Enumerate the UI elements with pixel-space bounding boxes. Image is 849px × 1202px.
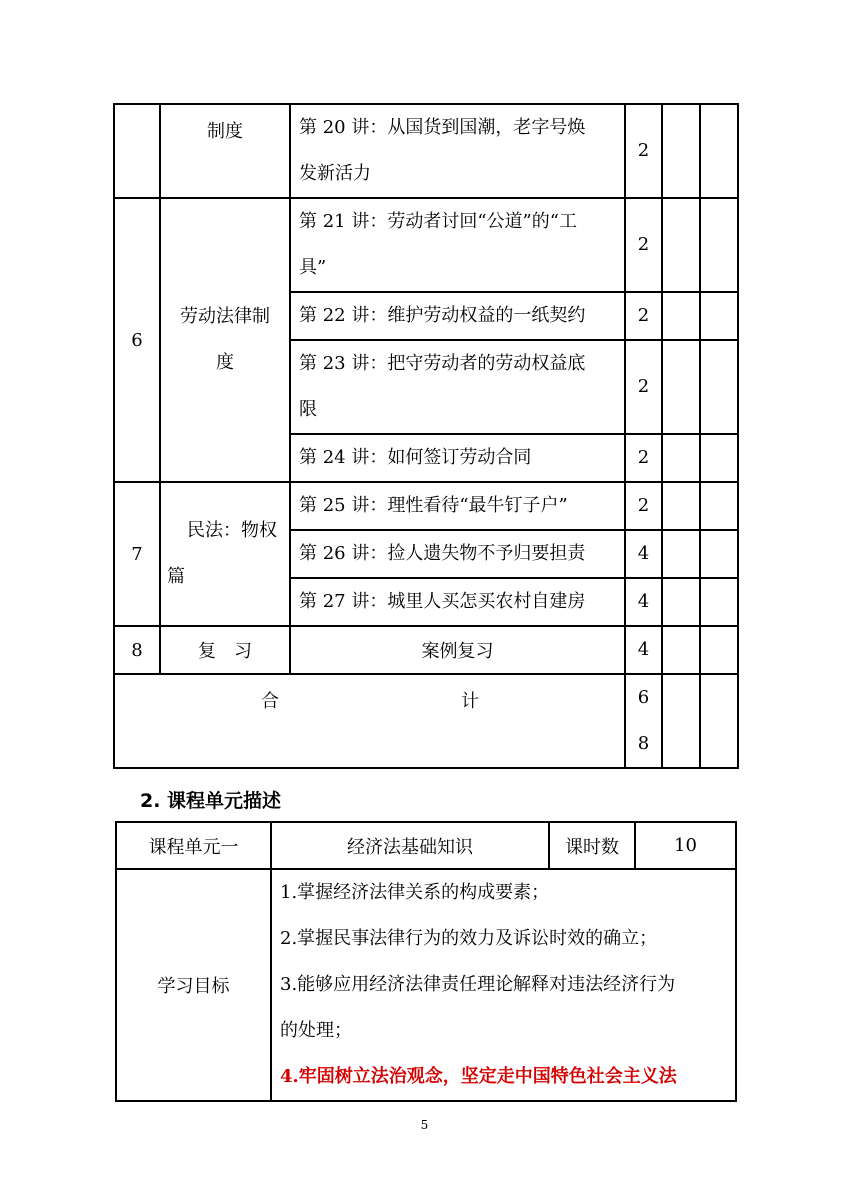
table-row bbox=[114, 104, 738, 198]
blank-cell bbox=[662, 104, 700, 198]
number-cell bbox=[114, 104, 160, 198]
hours-label-cell: 课时数 bbox=[549, 822, 635, 869]
lecture-cell: 第 27 讲：城里人买怎买农村自建房 bbox=[290, 578, 625, 626]
total-label-cell bbox=[114, 674, 625, 768]
blank-cell bbox=[700, 104, 738, 198]
hours-cell: 2 bbox=[625, 482, 662, 530]
blank-cell bbox=[662, 482, 700, 530]
hours-cell: 4 bbox=[625, 626, 662, 674]
number-cell: 8 bbox=[114, 626, 160, 674]
table-row bbox=[116, 869, 736, 1101]
hours-cell: 2 bbox=[625, 292, 662, 340]
number-cell: 6 bbox=[114, 198, 160, 482]
table-row bbox=[116, 822, 736, 869]
blank-cell bbox=[662, 578, 700, 626]
total-hours-cell: 6 8 bbox=[625, 674, 662, 768]
lecture-cell: 第 23 讲：把守劳动者的劳动权益底 限 bbox=[290, 340, 625, 434]
blank-cell bbox=[700, 434, 738, 482]
category-cell: 复 习 bbox=[160, 626, 290, 674]
table-row bbox=[114, 482, 738, 530]
blank-cell bbox=[662, 198, 700, 292]
total-label-right: 计 bbox=[461, 691, 479, 712]
blank-cell bbox=[700, 292, 738, 340]
lecture-cell: 第 26 讲：捡人遗失物不予归要担责 bbox=[290, 530, 625, 578]
hours-cell: 2 bbox=[625, 434, 662, 482]
section-title: 2. 课程单元描述 bbox=[140, 790, 282, 812]
blank-cell bbox=[700, 340, 738, 434]
course-schedule-table bbox=[113, 103, 739, 769]
hours-cell: 4 bbox=[625, 530, 662, 578]
table-row bbox=[114, 198, 738, 292]
table-row bbox=[114, 626, 738, 674]
lecture-cell: 案例复习 bbox=[290, 626, 625, 674]
unit-label-cell: 课程单元一 bbox=[116, 822, 271, 869]
blank-cell bbox=[700, 578, 738, 626]
blank-cell bbox=[700, 198, 738, 292]
objective-item: 2.掌握民事法律行为的效力及诉讼时效的确立； bbox=[280, 928, 658, 949]
unit-description-table bbox=[115, 821, 737, 1102]
total-row bbox=[114, 674, 738, 768]
lecture-cell: 第 24 讲：如何签订劳动合同 bbox=[290, 434, 625, 482]
lecture-cell: 第 20 讲：从国货到国潮，老字号焕 发新活力 bbox=[290, 104, 625, 198]
objective-item: 的处理； bbox=[280, 1020, 352, 1041]
hours-cell: 2 bbox=[625, 198, 662, 292]
blank-cell bbox=[700, 482, 738, 530]
lecture-cell: 第 21 讲：劳动者讨回“公道”的“工 具” bbox=[290, 198, 625, 292]
page-number: 5 bbox=[420, 1118, 429, 1132]
lecture-cell: 第 25 讲：理性看待“最牛钉子户” bbox=[290, 482, 625, 530]
category-cell: 民法：物权 篇 bbox=[160, 482, 290, 626]
hours-cell: 2 bbox=[625, 340, 662, 434]
objective-item: 1.掌握经济法律关系的构成要素； bbox=[280, 882, 550, 903]
blank-cell bbox=[700, 626, 738, 674]
objective-item-highlight: 4.牢固树立法治观念，坚定走中国特色社会主义法 bbox=[280, 1066, 677, 1087]
blank-cell bbox=[662, 292, 700, 340]
blank-cell bbox=[700, 530, 738, 578]
number-cell: 7 bbox=[114, 482, 160, 626]
total-label-left: 合 bbox=[261, 691, 279, 712]
hours-cell: 4 bbox=[625, 578, 662, 626]
blank-cell bbox=[662, 530, 700, 578]
hours-value-cell: 10 bbox=[635, 822, 736, 869]
objectives-label-cell: 学习目标 bbox=[116, 869, 271, 1101]
blank-cell bbox=[700, 674, 738, 768]
hours-cell: 2 bbox=[625, 104, 662, 198]
objectives-cell bbox=[271, 869, 736, 1101]
blank-cell bbox=[662, 434, 700, 482]
category-cell: 劳动法律制 度 bbox=[160, 198, 290, 482]
blank-cell bbox=[662, 626, 700, 674]
objective-item: 3.能够应用经济法律责任理论解释对违法经济行为 bbox=[280, 974, 676, 995]
blank-cell bbox=[662, 340, 700, 434]
unit-name-cell: 经济法基础知识 bbox=[271, 822, 549, 869]
lecture-cell: 第 22 讲：维护劳动权益的一纸契约 bbox=[290, 292, 625, 340]
category-cell: 制度 bbox=[160, 104, 290, 198]
blank-cell bbox=[662, 674, 700, 768]
